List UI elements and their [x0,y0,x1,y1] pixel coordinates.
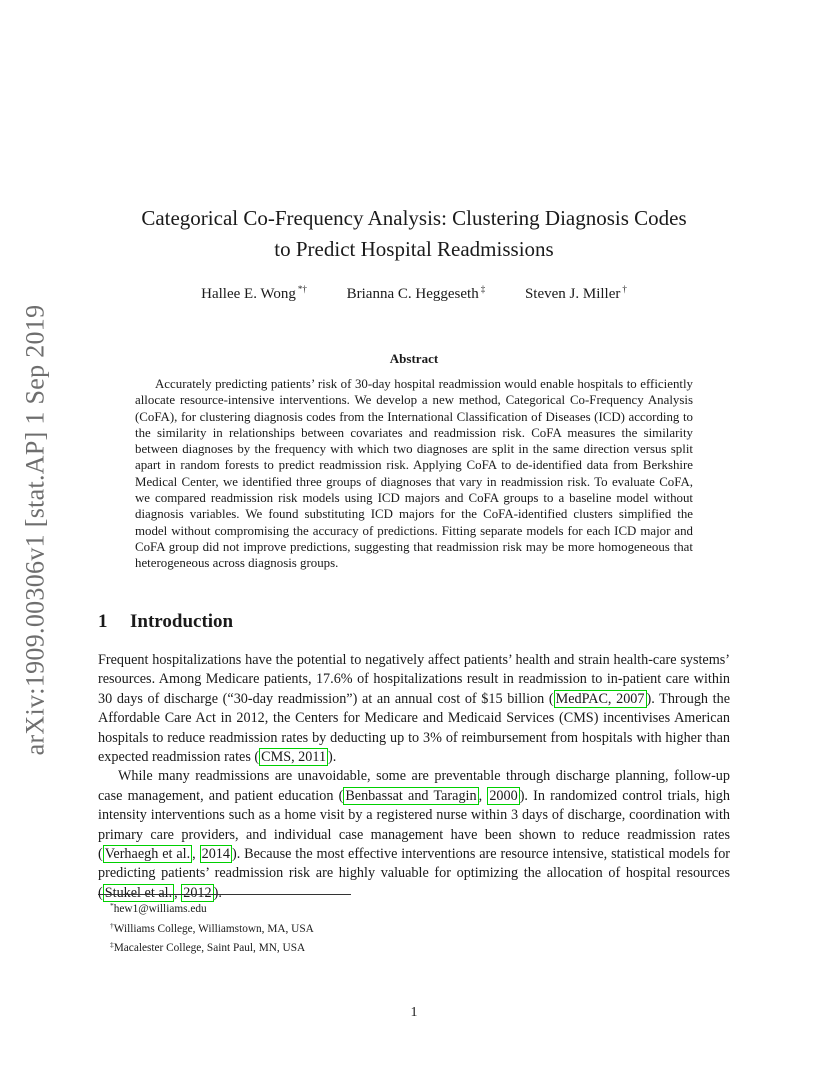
footnote-divider [98,894,351,895]
citation-link[interactable]: CMS, 2011 [261,749,327,766]
footnote-mark: ‡ [110,940,114,950]
paragraph [98,767,730,903]
citation-link[interactable]: 2000 [489,787,518,804]
author-name: Brianna C. Heggeseth [346,286,479,302]
citation-link[interactable]: Stukel et al. [104,884,173,901]
footnote [110,918,314,938]
author [525,279,627,304]
abstract-heading: Abstract [389,351,439,366]
citation-link[interactable]: 2012 [183,884,212,901]
page-number: 1 [410,1005,418,1020]
footnotes [110,898,314,957]
footnote-text: Macalester College, Saint Paul, MN, USA [113,942,306,955]
paragraph [98,651,730,767]
citation-link[interactable]: Benbassat and Taragin [345,787,477,804]
citation-link[interactable]: 2014 [201,846,230,863]
arxiv-sidebar [10,295,60,765]
citation-link[interactable]: Verhaegh et al. [104,846,191,863]
paragraph-text: ). Because the most effective interventions are resource intensive, statistical models for predicting patients’ readmission risk are highly valuable for optimizing the allocation of hospital resources ( [98,846,731,901]
arxiv-identifier: arXiv:1909.00306v1 [stat.AP] 1 Sep 2019 [20,304,49,756]
paragraph-text: ). In randomized control trials, high intensity interventions such as a home visit by a registered nurse within 3 days of discharge, coordination with primary care providers, and individual case management have been shown to reduce readmission rates ( [98,787,730,863]
abstract-text: Accurately predicting patients’ risk of 30-day hospital readmission would enable hospitals to efficiently allocate resource-intensive interventions. We develop a new method, Categorical Co-Frequency Analysis (CoFA), for clustering diagnosis codes from the International Classification of Diseases (ICD) according to the similarity in relationships between covariates and readmission risk. CoFA measures the similarity between diagnoses by the frequency with which two diagnoses are split in the same direction versus split apart in random forests to predict readmission risk. Applying CoFA to de-identified data from Berkshire Medical Center, we identified three groups of diagnoses that vary in readmission risk. To evaluate CoFA, we compared readmission risk models using ICD majors and CoFA groups to a baseline model without diagnosis variables. We found substituting ICD majors for the CoFA-identified clusters simplified the model without compromising the accuracy of predictions. Fitting separate models for each ICD major and CoFA group did not improve predictions, suggesting that readmission risk may be more homogeneous that heterogeneous across diagnosis groups. [135,377,693,571]
author-affiliation-marks: *† [297,284,307,294]
paragraph-text: , [174,884,182,901]
footnote [110,937,314,957]
paragraph-text: , [192,846,200,863]
footnote-text: Williams College, Williamstown, MA, USA [113,922,314,935]
author-name: Hallee E. Wong [201,286,296,302]
introduction-body [98,651,730,903]
footnote-mark: † [110,920,114,930]
author-affiliation-marks: † [622,284,627,294]
paragraph-text: ). [213,884,222,901]
section-heading [98,611,233,633]
paragraph-text: Frequent hospitalizations have the potential to negatively affect patients’ health and strain health-care systems’ resources. Among Medicare patients, 17.6% of hospitalizations result in readmission to in-patient care within 30 days of discharge (“30-day readmission”) at an annual cost of $15 billion ( [98,652,730,707]
author [347,279,486,304]
footnote-text: hew1@williams.edu [113,903,207,915]
section-title: Introduction [130,611,234,632]
paragraph-text: ). [328,749,337,766]
citation-link[interactable]: MedPAC, 2007 [555,690,645,707]
paragraph-text: ). Through the Affordable Care Act in 2012, the Centers for Medicare and Medicaid Services (CMS) incentivises American hospitals to reduce readmission rates by deducting up to 3% of reimbursement from hospitals with higher than expected readmission rates ( [98,690,730,766]
footnote [110,898,314,918]
title-line-1: Categorical Co-Frequency Analysis: Clustering Diagnosis Codes [141,206,687,230]
author-list [98,279,730,304]
paragraph-text: , [478,787,488,804]
title-line-2: to Predict Hospital Readmissions [274,237,554,261]
author [201,279,307,304]
author-name: Steven J. Miller [524,286,621,302]
paper-title [98,203,730,265]
paragraph-text: While many readmissions are unavoidable, some are preventable through discharge planning, follow-up case management, and patient education ( [98,768,730,804]
author-affiliation-marks: ‡ [480,284,486,294]
section-number: 1 [98,611,108,632]
footnote-mark: * [110,901,114,910]
